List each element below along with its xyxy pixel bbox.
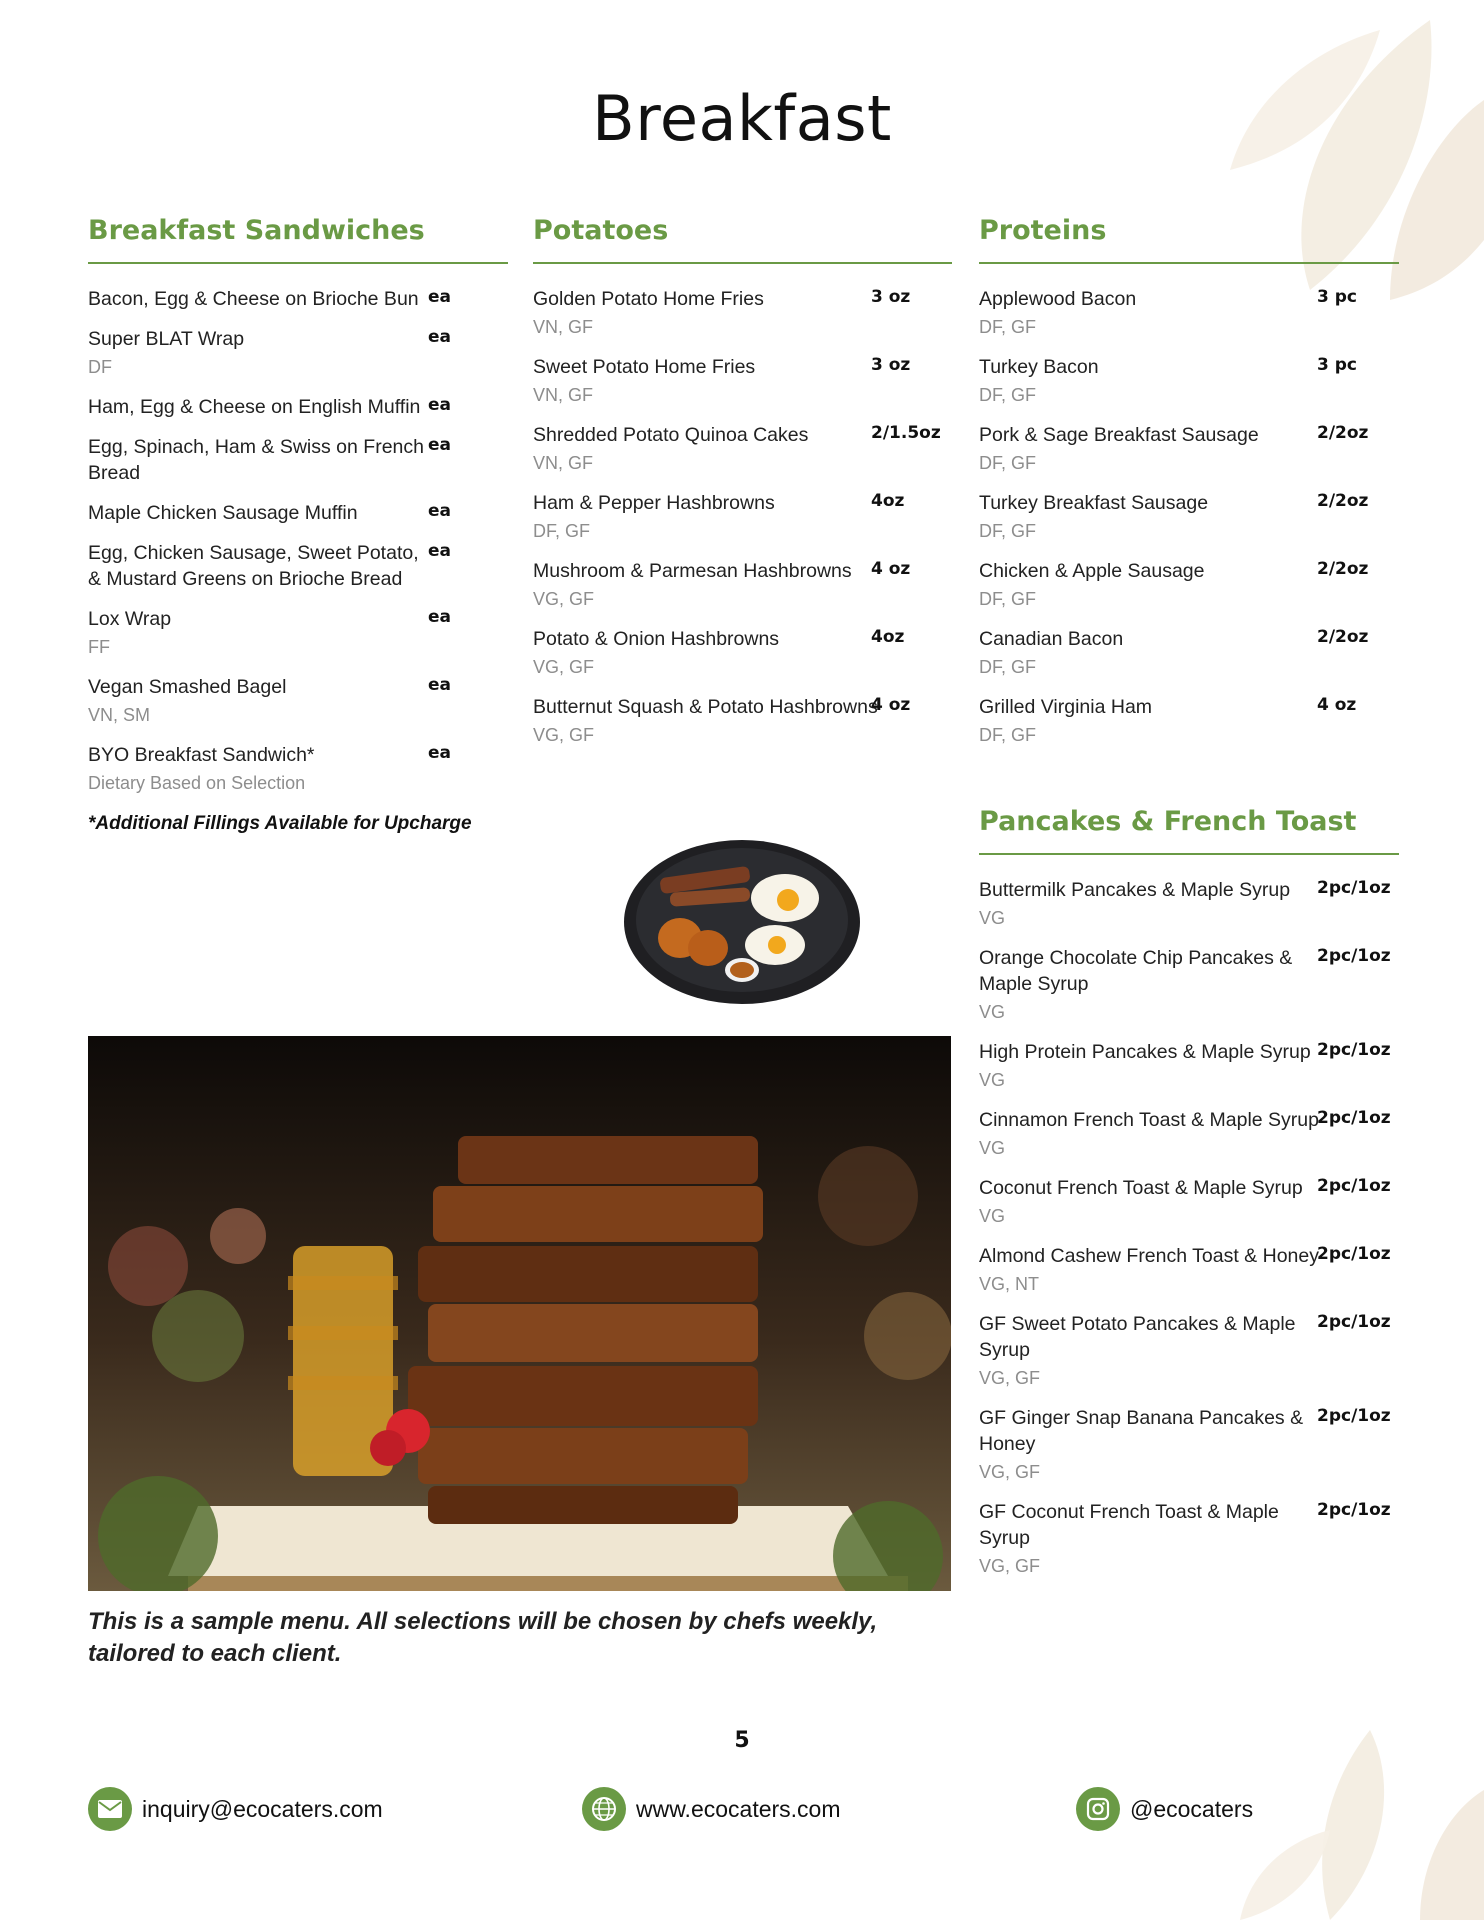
- menu-item: [533, 694, 952, 748]
- item-dietary-tags: VG: [979, 1138, 1006, 1158]
- item-name: Applewood Bacon: [979, 288, 1137, 310]
- sample-menu-disclaimer: This is a sample menu. All selections will be chosen by chefs weekly, tailored to each client.: [88, 1608, 878, 1667]
- contact-instagram[interactable]: [1076, 1787, 1253, 1831]
- menu-item: [979, 558, 1399, 612]
- instagram-handle[interactable]: @ecocaters: [1130, 1795, 1254, 1822]
- item-dietary-tags: VN, GF: [533, 317, 594, 337]
- item-name: Lox Wrap: [88, 608, 172, 630]
- section-heading: Pancakes & French Toast: [979, 806, 1399, 855]
- item-portion: 2/2oz: [1317, 627, 1369, 647]
- item-dietary-tags: VG, NT: [979, 1274, 1040, 1294]
- item-portion: ea: [428, 435, 452, 455]
- item-portion: ea: [428, 287, 452, 307]
- item-portion: 4 oz: [1317, 695, 1357, 715]
- item-name: Egg, Chicken Sausage, Sweet Potato, & Mustard Greens on Brioche Bread: [88, 542, 419, 590]
- item-name: Turkey Bacon: [979, 356, 1099, 378]
- section-heading: Breakfast Sandwiches: [88, 215, 508, 264]
- item-dietary-tags: Dietary Based on Selection: [88, 773, 306, 793]
- item-portion: 2pc/1oz: [1317, 946, 1391, 966]
- item-dietary-tags: VG: [979, 1206, 1006, 1226]
- menu-item: [533, 490, 952, 544]
- menu-item: [88, 394, 508, 420]
- menu-item: [533, 626, 952, 680]
- menu-item: [88, 286, 508, 312]
- mail-icon: [88, 1787, 132, 1831]
- item-portion: 2pc/1oz: [1317, 1040, 1391, 1060]
- item-dietary-tags: DF, GF: [979, 453, 1036, 473]
- menu-item: [979, 1499, 1399, 1579]
- item-name: Bacon, Egg & Cheese on Brioche Bun: [88, 288, 419, 310]
- item-portion: ea: [428, 607, 452, 627]
- menu-list: [88, 286, 508, 796]
- menu-item: [979, 945, 1399, 1025]
- section-pancakes-french-toast: [979, 806, 1399, 1593]
- menu-list: [533, 286, 952, 748]
- menu-item: [533, 558, 952, 612]
- section-potatoes: [533, 215, 952, 762]
- menu-list: [979, 877, 1399, 1579]
- item-dietary-tags: VG, GF: [979, 1556, 1041, 1576]
- breakfast-plate-image: [620, 820, 860, 1005]
- item-name: Chicken & Apple Sausage: [979, 560, 1205, 582]
- item-name: Mushroom & Parmesan Hashbrowns: [533, 560, 852, 582]
- item-portion: 3 pc: [1317, 355, 1357, 375]
- menu-item: [533, 354, 952, 408]
- upcharge-note: *Additional Fillings Available for Upcharge: [88, 813, 472, 834]
- email-link[interactable]: inquiry@ecocaters.com: [142, 1795, 383, 1822]
- item-dietary-tags: DF, GF: [979, 589, 1036, 609]
- globe-icon: [582, 1787, 626, 1831]
- menu-item: [88, 674, 508, 728]
- item-portion: 4 oz: [871, 559, 911, 579]
- item-name: Coconut French Toast & Maple Syrup: [979, 1177, 1303, 1199]
- item-portion: ea: [428, 541, 452, 561]
- item-portion: ea: [428, 395, 452, 415]
- menu-item: [979, 422, 1399, 476]
- item-name: Buttermilk Pancakes & Maple Syrup: [979, 879, 1291, 901]
- menu-item: [88, 540, 508, 592]
- menu-item: [979, 626, 1399, 680]
- item-name: GF Sweet Potato Pancakes & Maple Syrup: [979, 1313, 1296, 1361]
- menu-item: [979, 1311, 1399, 1391]
- menu-item: [979, 1175, 1399, 1229]
- menu-item: [979, 354, 1399, 408]
- item-portion: 3 oz: [871, 287, 911, 307]
- menu-item: [979, 1039, 1399, 1093]
- menu-item: [979, 490, 1399, 544]
- menu-item: [979, 1405, 1399, 1485]
- item-name: GF Ginger Snap Banana Pancakes & Honey: [979, 1407, 1304, 1455]
- item-dietary-tags: VN, GF: [533, 453, 594, 473]
- contact-website[interactable]: [582, 1787, 841, 1831]
- menu-item: [979, 694, 1399, 748]
- item-portion: ea: [428, 501, 452, 521]
- item-name: Shredded Potato Quinoa Cakes: [533, 424, 809, 446]
- item-dietary-tags: DF, GF: [979, 385, 1036, 405]
- page-number: 5: [734, 1728, 750, 1753]
- item-portion: 2/2oz: [1317, 559, 1369, 579]
- item-dietary-tags: DF, GF: [979, 725, 1036, 745]
- item-name: BYO Breakfast Sandwich*: [88, 744, 315, 766]
- item-name: Egg, Spinach, Ham & Swiss on French Bread: [88, 436, 424, 484]
- item-name: Sweet Potato Home Fries: [533, 356, 756, 378]
- menu-item: [979, 877, 1399, 931]
- item-dietary-tags: VG: [979, 1070, 1006, 1090]
- item-portion: ea: [428, 327, 452, 347]
- page-title: Breakfast: [592, 82, 892, 155]
- item-portion: 2/1.5oz: [871, 423, 941, 443]
- item-portion: 2pc/1oz: [1317, 1244, 1391, 1264]
- item-portion: 4 oz: [871, 695, 911, 715]
- section-heading: Potatoes: [533, 215, 952, 264]
- menu-list: [979, 286, 1399, 748]
- item-dietary-tags: VG, GF: [533, 725, 595, 745]
- item-name: GF Coconut French Toast & Maple Syrup: [979, 1501, 1279, 1549]
- item-name: Cinnamon French Toast & Maple Syrup: [979, 1109, 1319, 1131]
- item-portion: ea: [428, 675, 452, 695]
- item-dietary-tags: VG, GF: [979, 1368, 1041, 1388]
- item-dietary-tags: DF, GF: [979, 657, 1036, 677]
- item-dietary-tags: VG, GF: [979, 1462, 1041, 1482]
- menu-item: [533, 422, 952, 476]
- item-name: Maple Chicken Sausage Muffin: [88, 502, 358, 524]
- item-portion: 2pc/1oz: [1317, 1406, 1391, 1426]
- item-name: Ham, Egg & Cheese on English Muffin: [88, 396, 421, 418]
- item-portion: 2pc/1oz: [1317, 878, 1391, 898]
- item-portion: 2/2oz: [1317, 491, 1369, 511]
- item-portion: 4oz: [871, 491, 905, 511]
- menu-item: [88, 742, 508, 796]
- item-portion: 2/2oz: [1317, 423, 1369, 443]
- menu-item: [979, 1243, 1399, 1297]
- item-portion: 2pc/1oz: [1317, 1500, 1391, 1520]
- french-toast-image: [88, 1036, 951, 1591]
- menu-item: [88, 500, 508, 526]
- menu-item: [979, 1107, 1399, 1161]
- item-dietary-tags: DF, GF: [533, 521, 590, 541]
- instagram-icon: [1076, 1787, 1120, 1831]
- item-name: Pork & Sage Breakfast Sausage: [979, 424, 1259, 446]
- item-dietary-tags: FF: [88, 637, 110, 657]
- contact-email[interactable]: [88, 1787, 383, 1831]
- item-dietary-tags: DF, GF: [979, 317, 1036, 337]
- item-portion: 2pc/1oz: [1317, 1108, 1391, 1128]
- item-name: Canadian Bacon: [979, 628, 1124, 650]
- item-dietary-tags: VG, GF: [533, 589, 595, 609]
- item-dietary-tags: VN, SM: [88, 705, 151, 725]
- item-name: Golden Potato Home Fries: [533, 288, 764, 310]
- item-portion: ea: [428, 743, 452, 763]
- item-dietary-tags: VG: [979, 908, 1006, 928]
- item-name: Super BLAT Wrap: [88, 328, 245, 350]
- item-name: High Protein Pancakes & Maple Syrup: [979, 1041, 1311, 1063]
- menu-item: [533, 286, 952, 340]
- item-name: Potato & Onion Hashbrowns: [533, 628, 780, 650]
- item-name: Almond Cashew French Toast & Honey: [979, 1245, 1319, 1267]
- item-name: Orange Chocolate Chip Pancakes & Maple Syrup: [979, 947, 1293, 995]
- item-dietary-tags: DF, GF: [979, 521, 1036, 541]
- item-portion: 2pc/1oz: [1317, 1176, 1391, 1196]
- item-dietary-tags: VG, GF: [533, 657, 595, 677]
- section-proteins: [979, 215, 1399, 762]
- item-name: Vegan Smashed Bagel: [88, 676, 287, 698]
- item-portion: 3 oz: [871, 355, 911, 375]
- website-link[interactable]: www.ecocaters.com: [636, 1795, 841, 1822]
- menu-item: [88, 326, 508, 380]
- item-name: Grilled Virginia Ham: [979, 696, 1153, 718]
- item-portion: 4oz: [871, 627, 905, 647]
- item-portion: 2pc/1oz: [1317, 1312, 1391, 1332]
- item-dietary-tags: DF: [88, 357, 112, 377]
- item-portion: 3 pc: [1317, 287, 1357, 307]
- menu-item: [88, 434, 508, 486]
- item-name: Ham & Pepper Hashbrowns: [533, 492, 775, 514]
- item-dietary-tags: VG: [979, 1002, 1006, 1022]
- item-name: Turkey Breakfast Sausage: [979, 492, 1209, 514]
- menu-item: [979, 286, 1399, 340]
- menu-item: [88, 606, 508, 660]
- item-dietary-tags: VN, GF: [533, 385, 594, 405]
- item-name: Butternut Squash & Potato Hashbrowns: [533, 696, 878, 718]
- section-heading: Proteins: [979, 215, 1399, 264]
- section-breakfast-sandwiches: [88, 215, 508, 837]
